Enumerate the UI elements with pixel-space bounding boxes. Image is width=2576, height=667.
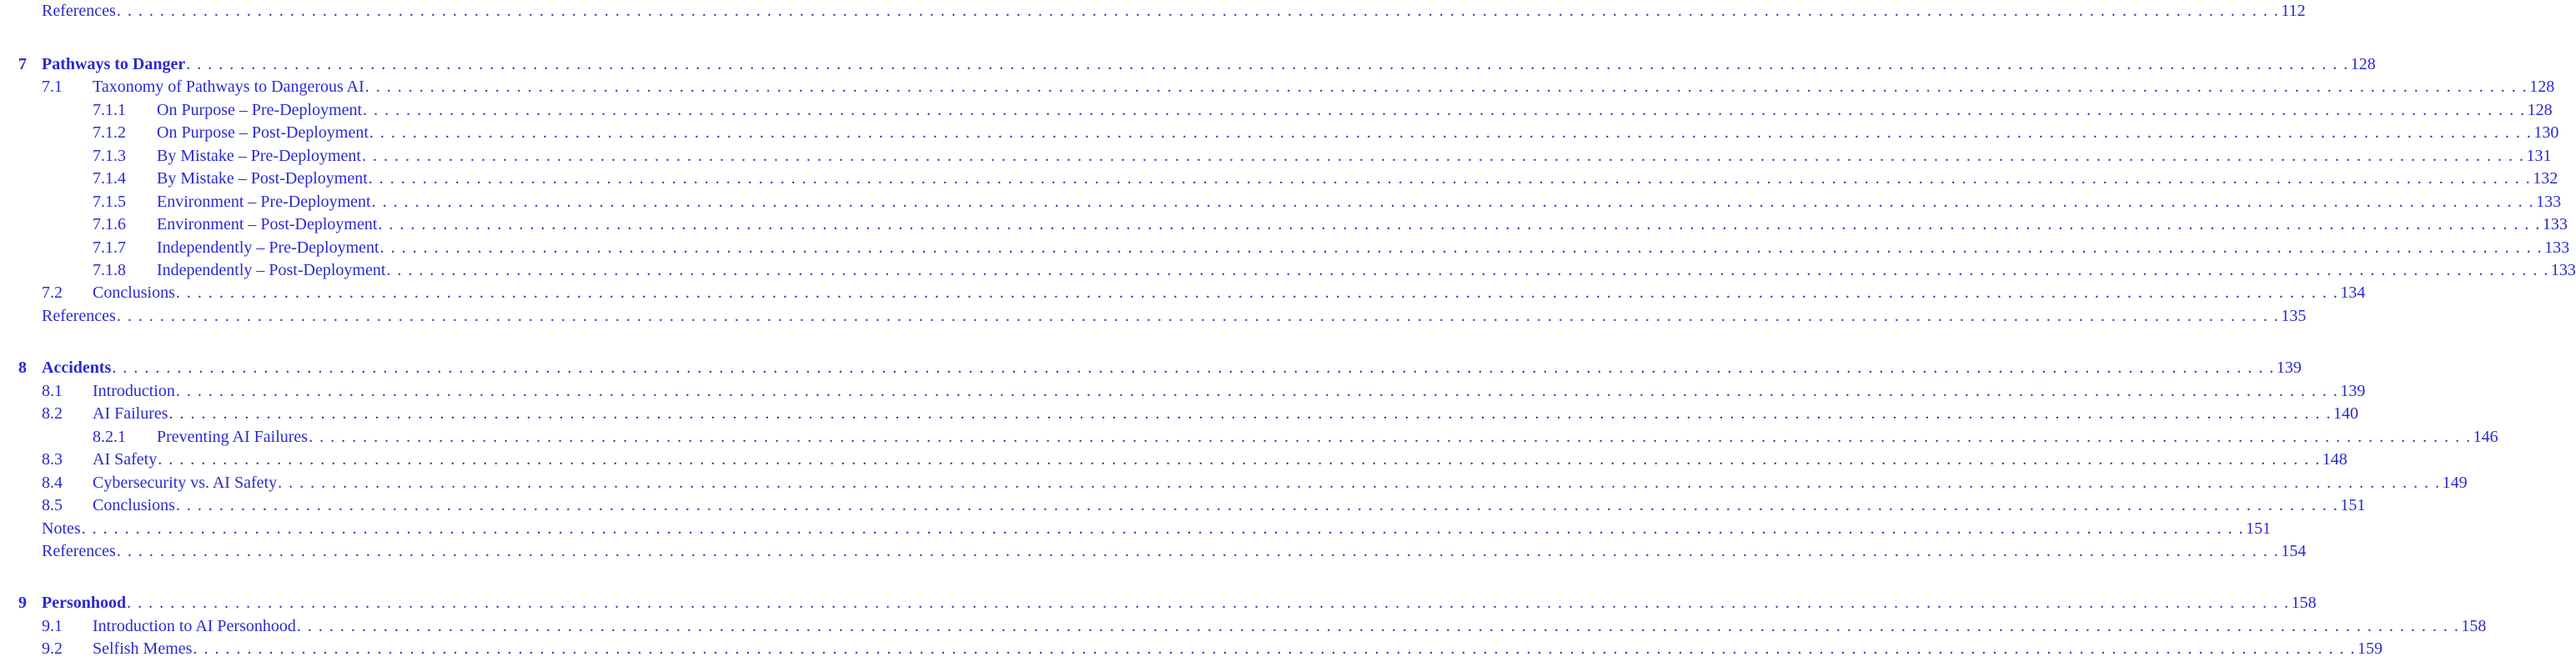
toc-entry-number: 7.1.1 (93, 101, 126, 119)
toc-entry-page-number[interactable]: 133 (2542, 215, 2568, 233)
toc-entry[interactable] (0, 615, 2487, 637)
toc-entry-title[interactable]: By Mistake – Post-Deployment (157, 169, 368, 188)
toc-entry[interactable] (0, 592, 2317, 614)
toc-entry[interactable] (0, 380, 2366, 402)
toc-entry-page-number[interactable]: 158 (2291, 594, 2317, 612)
toc-entry-title[interactable]: Accidents (42, 359, 112, 377)
toc-entry-title[interactable]: Conclusions (93, 496, 175, 514)
toc-entry[interactable] (0, 213, 2568, 235)
toc-entry-title[interactable]: Selfish Memes (93, 639, 193, 658)
dot-leader: . . . . . . . . . . . . . . . . . . . . . . . . . . . . . . . . . . . . . . . . . . . . . . . . . . . . . . . . . . . . . . . . . . . . . . . . . . . . . . . . . . . . . . . . . . . . . . . . . . . . . . . . . . . . . . . . . . . . . . . . . . . . . . . . . . . . . . . . . . . . . . . . . . . . . . . . . . . . . . . . . . . . . . . . . . . . . . . . . . . . . . . . . . . . . . . . . . . . . . . . (175, 496, 2339, 514)
toc-entry[interactable] (0, 259, 2576, 281)
toc-entry-number: 7.1.3 (93, 147, 126, 165)
toc-entry-number: 9.1 (42, 617, 63, 635)
toc-entry-page-number[interactable]: 132 (2533, 169, 2558, 188)
toc-entry-page-number[interactable]: 139 (2340, 382, 2366, 400)
toc-entry-number: 7.2 (42, 283, 63, 302)
toc-entry-number: 8.3 (42, 450, 63, 469)
toc-entry-page-number[interactable]: 133 (2544, 238, 2570, 257)
toc-entry-number: 8.2.1 (93, 428, 126, 446)
toc-entry[interactable] (0, 99, 2553, 121)
toc-entry[interactable] (0, 472, 2468, 494)
toc-entry-page-number[interactable]: 151 (2340, 496, 2366, 514)
toc-entry-number: 8.2 (42, 404, 63, 423)
dot-leader: . . . . . . . . . . . . . . . . . . . . . . . . . . . . . . . . . . . . . . . . . . . . . . . . . . . . . . . . . . . . . . . . . . . . . . . . . . . . . . . . . . . . . . . . . . . . . . . . . . . . . . . . . . . . . . . . . . . . . . . . . . . . . . . . . . . . . . . . . . . . . . . . . . . . . . . . . . . . . . . . . . . . . . . . . . . . . . . . . . . . . . . . . . . . . . . . . . . . . . . . (363, 101, 2526, 119)
toc-entry-number: 7.1 (42, 78, 63, 96)
toc-entry-page-number[interactable]: 130 (2533, 123, 2559, 142)
toc-entry-page-number[interactable]: 112 (2281, 2, 2306, 20)
toc-entry[interactable] (0, 540, 2307, 562)
dot-leader: . . . . . . . . . . . . . . . . . . . . . . . . . . . . . . . . . . . . . . . . . . . . . . . . . . . . . . . . . . . . . . . . . . . . . . . . . . . . . . . . . . . . . . . . . . . . . . . . . . . . . . . . . . . . . . . . . . . . . . . . . . . . . . . . . . . . . . . . . . . . . . . . . . . . . . . . . . . . . . . . . . . . . . . . . . . . . . . . . . . . . . . . . . . . . . . . . . . . . . . . (371, 193, 2535, 211)
toc-entry-page-number[interactable]: 128 (2527, 101, 2553, 119)
toc-entry-number: 8.5 (42, 496, 63, 514)
toc-entry[interactable] (0, 357, 2302, 379)
toc-entry[interactable] (0, 237, 2570, 258)
dot-leader: . . . . . . . . . . . . . . . . . . . . . . . . . . . . . . . . . . . . . . . . . . . . . . . . . . . . . . . . . . . . . . . . . . . . . . . . . . . . . . . . . . . . . . . . . . . . . . . . . . . . . . . . . . . . . . . . . . . . . . . . . . . . . . . . . . . . . . . . . . . . . . . . . . . . . . . . . . . . . . . . . . . . . . . . . . . . . . . . . . . . . . . . . . . . . . . . . . . . . . . . (369, 123, 2533, 142)
toc-entry-page-number[interactable]: 158 (2461, 617, 2487, 635)
dot-leader: . . . . . . . . . . . . . . . . . . . . . . . . . . . . . . . . . . . . . . . . . . . . . . . . . . . . . . . . . . . . . . . . . . . . . . . . . . . . . . . . . . . . . . . . . . . . . . . . . . . . . . . . . . . . . . . . . . . . . . . . . . . . . . . . . . . . . . . . . . . . . . . . . . . . . . . . . . . . . . . . . . . . . . . . . . . . . . . . . . . . . . . . . . . . . . . . . . . . . . . . (361, 147, 2525, 165)
dot-leader: . . . . . . . . . . . . . . . . . . . . . . . . . . . . . . . . . . . . . . . . . . . . . . . . . . . . . . . . . . . . . . . . . . . . . . . . . . . . . . . . . . . . . . . . . . . . . . . . . . . . . . . . . . . . . . . . . . . . . . . . . . . . . . . . . . . . . . . . . . . . . . . . . . . . . . . . . . . . . . . . . . . . . . . . . . . . . . . . . . . . . . . . . . . . . . . . . . . . . . . . (386, 261, 2549, 279)
toc-entry-number: 7.1.7 (93, 238, 126, 257)
toc-entry[interactable] (0, 53, 2376, 75)
toc-entry[interactable] (0, 76, 2555, 98)
toc-entry-page-number[interactable]: 146 (2473, 428, 2498, 446)
toc-entry-number: 8 (18, 359, 27, 377)
toc-entry-title[interactable]: Cybersecurity vs. AI Safety (93, 474, 278, 492)
toc-entry-title[interactable]: Independently – Pre-Deployment (157, 238, 379, 257)
toc-entry[interactable] (0, 426, 2498, 448)
dot-leader: . . . . . . . . . . . . . . . . . . . . . . . . . . . . . . . . . . . . . . . . . . . . . . . . . . . . . . . . . . . . . . . . . . . . . . . . . . . . . . . . . . . . . . . . . . . . . . . . . . . . . . . . . . . . . . . . . . . . . . . . . . . . . . . . . . . . . . . . . . . . . . . . . . . . . . . . . . . . . . . . . . . . . . . . . . . . . . . . . . . . . . . . . . . . . . . . . . . . . . . . (175, 283, 2339, 302)
toc-entry-number: 9 (18, 594, 27, 612)
toc-entry-number: 7 (18, 55, 27, 73)
dot-leader: . . . . . . . . . . . . . . . . . . . . . . . . . . . . . . . . . . . . . . . . . . . . . . . . . . . . . . . . . . . . . . . . . . . . . . . . . . . . . . . . . . . . . . . . . . . . . . . . . . . . . . . . . . . . . . . . . . . . . . . . . . . . . . . . . . . . . . . . . . . . . . . . . . . . . . . . . . . . . . . . . . . . . . . . . . . . . . . . . . . . . . . . . . . . . . . . . . . . . . . . (368, 169, 2532, 188)
toc-entry-page-number[interactable]: 139 (2276, 359, 2302, 377)
toc-entry-page-number[interactable]: 159 (2357, 639, 2383, 658)
toc-entry[interactable] (0, 282, 2366, 303)
toc-entry-page-number[interactable]: 134 (2340, 283, 2366, 302)
toc-entry-title[interactable]: On Purpose – Post-Deployment (157, 123, 369, 142)
toc-entry-page-number[interactable]: 133 (2550, 261, 2576, 279)
toc-entry-number: 7.1.6 (93, 215, 126, 233)
toc-entry-page-number[interactable]: 128 (2350, 55, 2376, 73)
dot-leader: . . . . . . . . . . . . . . . . . . . . . . . . . . . . . . . . . . . . . . . . . . . . . . . . . . . . . . . . . . . . . . . . . . . . . . . . . . . . . . . . . . . . . . . . . . . . . . . . . . . . . . . . . . . . . . . . . . . . . . . . . . . . . . . . . . . . . . . . . . . . . . . . . . . . . . . . . . . . . . . . . . . . . . . . . . . . . . . . . . . . . . . . . . . . . . . . . . . . . . . . (186, 55, 2349, 73)
toc-entry[interactable] (0, 191, 2562, 213)
toc-entry-page-number[interactable]: 140 (2333, 404, 2359, 423)
toc-entry-number: 7.1.2 (93, 123, 126, 142)
toc-entry-title[interactable]: References (42, 2, 116, 20)
dot-leader: . . . . . . . . . . . . . . . . . . . . . . . . . . . . . . . . . . . . . . . . . . . . . . . . . . . . . . . . . . . . . . . . . . . . . . . . . . . . . . . . . . . . . . . . . . . . . . . . . . . . . . . . . . . . . . . . . . . . . . . . . . . . . . . . . . . . . . . . . . . . . . . . . . . . . . . . . . . . . . . . . . . . . . . . . . . . . . . . . . . . . . . . . . . . . . . . . . . . . . . . (309, 428, 2472, 446)
toc-entry-title[interactable]: Notes (42, 519, 81, 538)
toc-entry[interactable] (0, 305, 2307, 327)
toc-entry-title[interactable]: Personhood (42, 594, 127, 612)
toc-entry[interactable] (0, 122, 2559, 143)
dot-leader: . . . . . . . . . . . . . . . . . . . . . . . . . . . . . . . . . . . . . . . . . . . . . . . . . . . . . . . . . . . . . . . . . . . . . . . . . . . . . . . . . . . . . . . . . . . . . . . . . . . . . . . . . . . . . . . . . . . . . . . . . . . . . . . . . . . . . . . . . . . . . . . . . . . . . . . . . . . . . . . . . . . . . . . . . . . . . . . . . . . . . . . . . . . . . . . . . . . . . . . . (116, 2, 2280, 20)
dot-leader: . . . . . . . . . . . . . . . . . . . . . . . . . . . . . . . . . . . . . . . . . . . . . . . . . . . . . . . . . . . . . . . . . . . . . . . . . . . . . . . . . . . . . . . . . . . . . . . . . . . . . . . . . . . . . . . . . . . . . . . . . . . . . . . . . . . . . . . . . . . . . . . . . . . . . . . . . . . . . . . . . . . . . . . . . . . . . . . . . . . . . . . . . . . . . . . . . . . . . . . . (116, 542, 2280, 560)
toc-entry-title[interactable]: By Mistake – Pre-Deployment (157, 147, 361, 165)
toc-entry[interactable] (0, 494, 2366, 516)
toc-entry-page-number[interactable]: 131 (2526, 147, 2552, 165)
toc-entry-number: 7.1.5 (93, 193, 126, 211)
toc-entry-title[interactable]: Conclusions (93, 283, 175, 302)
dot-leader: . . . . . . . . . . . . . . . . . . . . . . . . . . . . . . . . . . . . . . . . . . . . . . . . . . . . . . . . . . . . . . . . . . . . . . . . . . . . . . . . . . . . . . . . . . . . . . . . . . . . . . . . . . . . . . . . . . . . . . . . . . . . . . . . . . . . . . . . . . . . . . . . . . . . . . . . . . . . . . . . . . . . . . . . . . . . . . . . . . . . . . . . . . . . . . . . . . . . . . . . (127, 594, 2290, 612)
toc-entry-number: 7.1.4 (93, 169, 126, 188)
toc-entry-page-number[interactable]: 151 (2246, 519, 2272, 538)
toc-entry-number: 8.4 (42, 474, 63, 492)
toc-entry-title[interactable]: References (42, 307, 116, 325)
toc-entry[interactable] (0, 168, 2558, 189)
toc-entry[interactable] (0, 145, 2552, 167)
toc-entry-page-number[interactable]: 154 (2281, 542, 2307, 560)
toc-entry-title[interactable]: Independently – Post-Deployment (157, 261, 386, 279)
toc-entry-page-number[interactable]: 128 (2529, 78, 2555, 96)
toc-entry[interactable] (0, 638, 2383, 659)
toc-entry[interactable] (0, 403, 2359, 424)
toc-entry-title[interactable]: Taxonomy of Pathways to Dangerous AI (93, 78, 364, 96)
toc-entry-title[interactable]: Introduction to AI Personhood (93, 617, 296, 635)
toc-entry-title[interactable]: On Purpose – Pre-Deployment (157, 101, 363, 119)
dot-leader: . . . . . . . . . . . . . . . . . . . . . . . . . . . . . . . . . . . . . . . . . . . . . . . . . . . . . . . . . . . . . . . . . . . . . . . . . . . . . . . . . . . . . . . . . . . . . . . . . . . . . . . . . . . . . . . . . . . . . . . . . . . . . . . . . . . . . . . . . . . . . . . . . . . . . . . . . . . . . . . . . . . . . . . . . . . . . . . . . . . . . . . . . . . . . . . . . . . . . . . . (81, 519, 2245, 538)
toc-entry-number: 7.1.8 (93, 261, 126, 279)
toc-entry-page-number[interactable]: 133 (2536, 193, 2562, 211)
dot-leader: . . . . . . . . . . . . . . . . . . . . . . . . . . . . . . . . . . . . . . . . . . . . . . . . . . . . . . . . . . . . . . . . . . . . . . . . . . . . . . . . . . . . . . . . . . . . . . . . . . . . . . . . . . . . . . . . . . . . . . . . . . . . . . . . . . . . . . . . . . . . . . . . . . . . . . . . . . . . . . . . . . . . . . . . . . . . . . . . . . . . . . . . . . . . . . . . . . . . . . . . (116, 307, 2280, 325)
dot-leader: . . . . . . . . . . . . . . . . . . . . . . . . . . . . . . . . . . . . . . . . . . . . . . . . . . . . . . . . . . . . . . . . . . . . . . . . . . . . . . . . . . . . . . . . . . . . . . . . . . . . . . . . . . . . . . . . . . . . . . . . . . . . . . . . . . . . . . . . . . . . . . . . . . . . . . . . . . . . . . . . . . . . . . . . . . . . . . . . . . . . . . . . . . . . . . . . . . . . . . . . (378, 215, 2541, 233)
dot-leader: . . . . . . . . . . . . . . . . . . . . . . . . . . . . . . . . . . . . . . . . . . . . . . . . . . . . . . . . . . . . . . . . . . . . . . . . . . . . . . . . . . . . . . . . . . . . . . . . . . . . . . . . . . . . . . . . . . . . . . . . . . . . . . . . . . . . . . . . . . . . . . . . . . . . . . . . . . . . . . . . . . . . . . . . . . . . . . . . . . . . . . . . . . . . . . . . . . . . . . . . (112, 359, 2275, 377)
toc-entry-number: 9.2 (42, 639, 63, 658)
dot-leader: . . . . . . . . . . . . . . . . . . . . . . . . . . . . . . . . . . . . . . . . . . . . . . . . . . . . . . . . . . . . . . . . . . . . . . . . . . . . . . . . . . . . . . . . . . . . . . . . . . . . . . . . . . . . . . . . . . . . . . . . . . . . . . . . . . . . . . . . . . . . . . . . . . . . . . . . . . . . . . . . . . . . . . . . . . . . . . . . . . . . . . . . . . . . . . . . . . . . . . . . (158, 450, 2321, 469)
toc-entry[interactable] (0, 0, 2306, 22)
dot-leader: . . . . . . . . . . . . . . . . . . . . . . . . . . . . . . . . . . . . . . . . . . . . . . . . . . . . . . . . . . . . . . . . . . . . . . . . . . . . . . . . . . . . . . . . . . . . . . . . . . . . . . . . . . . . . . . . . . . . . . . . . . . . . . . . . . . . . . . . . . . . . . . . . . . . . . . . . . . . . . . . . . . . . . . . . . . . . . . . . . . . . . . . . . . . . . . . . . . . . . . . (296, 617, 2460, 635)
dot-leader: . . . . . . . . . . . . . . . . . . . . . . . . . . . . . . . . . . . . . . . . . . . . . . . . . . . . . . . . . . . . . . . . . . . . . . . . . . . . . . . . . . . . . . . . . . . . . . . . . . . . . . . . . . . . . . . . . . . . . . . . . . . . . . . . . . . . . . . . . . . . . . . . . . . . . . . . . . . . . . . . . . . . . . . . . . . . . . . . . . . . . . . . . . . . . . . . . . . . . . . . (193, 639, 2356, 658)
toc-entry-page-number[interactable]: 148 (2322, 450, 2348, 469)
toc-entry[interactable] (0, 449, 2348, 470)
dot-leader: . . . . . . . . . . . . . . . . . . . . . . . . . . . . . . . . . . . . . . . . . . . . . . . . . . . . . . . . . . . . . . . . . . . . . . . . . . . . . . . . . . . . . . . . . . . . . . . . . . . . . . . . . . . . . . . . . . . . . . . . . . . . . . . . . . . . . . . . . . . . . . . . . . . . . . . . . . . . . . . . . . . . . . . . . . . . . . . . . . . . . . . . . . . . . . . . . . . . . . . . (278, 474, 2441, 492)
toc-entry-title[interactable]: AI Failures (93, 404, 168, 423)
dot-leader: . . . . . . . . . . . . . . . . . . . . . . . . . . . . . . . . . . . . . . . . . . . . . . . . . . . . . . . . . . . . . . . . . . . . . . . . . . . . . . . . . . . . . . . . . . . . . . . . . . . . . . . . . . . . . . . . . . . . . . . . . . . . . . . . . . . . . . . . . . . . . . . . . . . . . . . . . . . . . . . . . . . . . . . . . . . . . . . . . . . . . . . . . . . . . . . . . . . . . . . . (379, 238, 2543, 257)
toc-entry-title[interactable]: Pathways to Danger (42, 55, 186, 73)
toc-entry-page-number[interactable]: 135 (2281, 307, 2307, 325)
dot-leader: . . . . . . . . . . . . . . . . . . . . . . . . . . . . . . . . . . . . . . . . . . . . . . . . . . . . . . . . . . . . . . . . . . . . . . . . . . . . . . . . . . . . . . . . . . . . . . . . . . . . . . . . . . . . . . . . . . . . . . . . . . . . . . . . . . . . . . . . . . . . . . . . . . . . . . . . . . . . . . . . . . . . . . . . . . . . . . . . . . . . . . . . . . . . . . . . . . . . . . . . (168, 404, 2332, 423)
toc-entry-title[interactable]: Introduction (93, 382, 175, 400)
toc-entry-number: 8.1 (42, 382, 63, 400)
toc-entry-title[interactable]: Environment – Pre-Deployment (157, 193, 371, 211)
toc-entry-title[interactable]: AI Safety (93, 450, 158, 469)
toc-entry[interactable] (0, 518, 2272, 539)
toc-entry-page-number[interactable]: 149 (2442, 474, 2468, 492)
toc-entry-title[interactable]: Preventing AI Failures (157, 428, 309, 446)
toc-entry-title[interactable]: References (42, 542, 116, 560)
toc-entry-title[interactable]: Environment – Post-Deployment (157, 215, 378, 233)
dot-leader: . . . . . . . . . . . . . . . . . . . . . . . . . . . . . . . . . . . . . . . . . . . . . . . . . . . . . . . . . . . . . . . . . . . . . . . . . . . . . . . . . . . . . . . . . . . . . . . . . . . . . . . . . . . . . . . . . . . . . . . . . . . . . . . . . . . . . . . . . . . . . . . . . . . . . . . . . . . . . . . . . . . . . . . . . . . . . . . . . . . . . . . . . . . . . . . . . . . . . . . . (364, 78, 2528, 96)
dot-leader: . . . . . . . . . . . . . . . . . . . . . . . . . . . . . . . . . . . . . . . . . . . . . . . . . . . . . . . . . . . . . . . . . . . . . . . . . . . . . . . . . . . . . . . . . . . . . . . . . . . . . . . . . . . . . . . . . . . . . . . . . . . . . . . . . . . . . . . . . . . . . . . . . . . . . . . . . . . . . . . . . . . . . . . . . . . . . . . . . . . . . . . . . . . . . . . . . . . . . . . . (175, 382, 2339, 400)
